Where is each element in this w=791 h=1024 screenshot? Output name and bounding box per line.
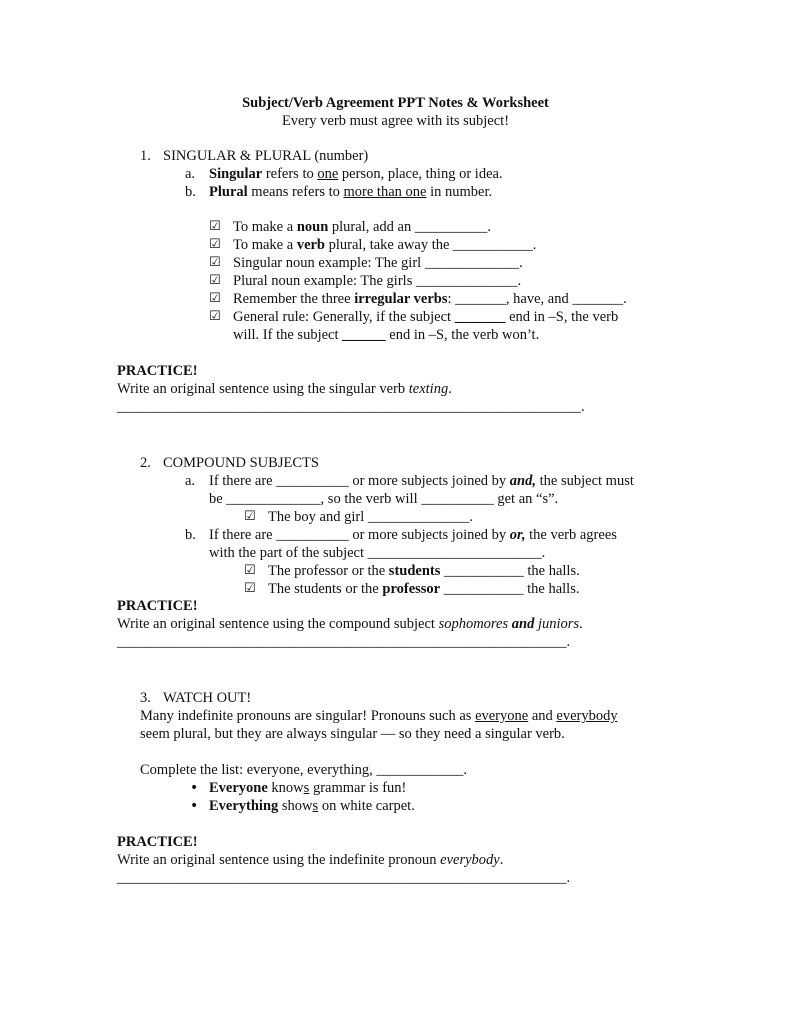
check-item-boy-girl: The boy and girl ______________. — [268, 509, 473, 525]
section1-b-marker: b. — [185, 184, 196, 200]
answer-line[interactable]: ________________________________________________________________. — [117, 399, 585, 415]
bullet-item-everyone: Everyone knows grammar is fun! — [209, 780, 407, 796]
section2-b-continued: with the part of the subject ________________________. — [209, 545, 546, 561]
general-rule-continued: will. If the subject ______ end in –S, the verb won’t. — [233, 327, 540, 343]
page-subtitle: Every verb must agree with its subject! — [281, 113, 510, 129]
practice-heading: PRACTICE! — [117, 363, 198, 379]
practice-heading: PRACTICE! — [117, 598, 198, 614]
section2-b-text: If there are __________ or more subjects joined by or, the verb agrees — [209, 527, 617, 543]
section3-paragraph-line2: seem plural, but they are always singular — so they need a singular verb. — [140, 726, 565, 742]
section2-a-text: If there are __________ or more subjects joined by and, the subject must — [209, 473, 634, 489]
answer-line[interactable]: ______________________________________________________________. — [117, 870, 571, 886]
page-title: Subject/Verb Agreement PPT Notes & Worksheet — [242, 95, 549, 111]
section3-paragraph-line1: Many indefinite pronouns are singular! Pronouns such as everyone and everybody — [140, 708, 618, 724]
section1-b-text: Plural means refers to more than one in number. — [209, 184, 493, 200]
check-item-irregular-verbs: Remember the three irregular verbs: _______, have, and _______. — [233, 291, 627, 307]
section2-number: 2. — [140, 455, 151, 471]
bullet-icon: • — [190, 798, 199, 814]
bullet-icon: • — [190, 780, 199, 796]
checkbox-icon: ☑ — [209, 309, 221, 324]
section2-heading: COMPOUND SUBJECTS — [163, 455, 319, 471]
check-item-professor-students: The professor or the students ___________ the halls. — [268, 563, 580, 579]
check-item-general-rule: General rule: Generally, if the subject _______ end in –S, the verb — [233, 309, 619, 325]
section2-a-marker: a. — [185, 473, 196, 489]
section1-a-text: Singular refers to one person, place, thing or idea. — [209, 166, 503, 182]
practice-prompt: Write an original sentence using the indefinite pronoun everybody. — [117, 852, 504, 868]
section2-a-continued: be _____________, so the verb will __________ get an “s”. — [209, 491, 559, 507]
section1-a-marker: a. — [185, 166, 196, 182]
checkbox-icon: ☑ — [244, 509, 256, 524]
practice-prompt: Write an original sentence using the singular verb texting. — [117, 381, 452, 397]
checkbox-icon: ☑ — [244, 581, 256, 596]
checkbox-icon: ☑ — [209, 237, 221, 252]
section1-number: 1. — [140, 148, 151, 164]
section3-number: 3. — [140, 690, 151, 706]
practice-prompt: Write an original sentence using the compound subject sophomores and juniors. — [117, 616, 583, 632]
bullet-item-everything: Everything shows on white carpet. — [209, 798, 415, 814]
checkbox-icon: ☑ — [209, 273, 221, 288]
check-item-noun: To make a noun plural, add an __________. — [233, 219, 491, 235]
check-item-singular-example: Singular noun example: The girl _____________. — [233, 255, 523, 271]
complete-the-list: Complete the list: everyone, everything, ____________. — [140, 762, 467, 778]
check-item-verb: To make a verb plural, take away the ___________. — [233, 237, 537, 253]
checkbox-icon: ☑ — [244, 563, 256, 578]
checkbox-icon: ☑ — [209, 219, 221, 234]
section3-heading: WATCH OUT! — [163, 690, 252, 706]
check-item-plural-example: Plural noun example: The girls ______________. — [233, 273, 522, 289]
answer-line[interactable]: ______________________________________________________________. — [117, 634, 571, 650]
checkbox-icon: ☑ — [209, 291, 221, 306]
section1-heading: SINGULAR & PLURAL (number) — [163, 148, 369, 164]
practice-heading: PRACTICE! — [117, 834, 198, 850]
check-item-students-professor: The students or the professor ___________ the halls. — [268, 581, 580, 597]
checkbox-icon: ☑ — [209, 255, 221, 270]
section2-b-marker: b. — [185, 527, 196, 543]
